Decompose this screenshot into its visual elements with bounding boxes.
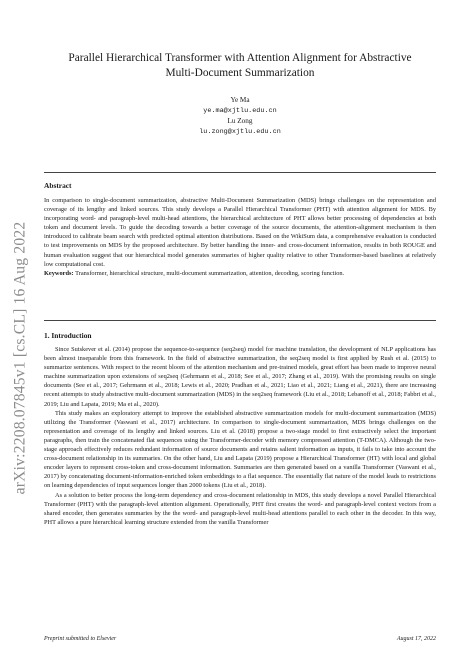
section-body [44, 345, 436, 527]
paragraph: This study makes an exploratory attempt to improve the established abstractive summarization models for multi-document summarization (MDS) utilizing the Transformer (Vaswani et al., 2017) architecture. In comparison to single-document summarization, MDS brings challenges on the representation and coverage of its lengthy and linked sources. Liu et al. (2018) propose a two-stage model to first extractively select the important paragraphs, then train the concatenated flat sequences using the Transformer-decoder with memory compressed attention (T-DMCA). Although the two-stage approach effectively reduces redundant information of source documents and retains salient information as inputs, it fails to take into account the cross-document relationship in its summaries. On the other hand, Liu and Lapata (2019) propose a Hierarchical Transformer (HT) with local and global encoder layers to represent cross-token and cross-document information. Summaries are then generated based on a vanilla Transformer (Vaswani et al., 2017) by concatenating document-information-enriched token embeddings to a flat sequence. The essentially flat nature of the model leads to restrictions on learning dependencies of input sequences longer than 2000 tokens (Liu et al., 2018). [44, 409, 436, 490]
paragraph: Since Sutskever et al. (2014) propose the sequence-to-sequence (seq2seq) model for machine translation, the development of NLP applications has been almost inseparable from this framework. In the field of abstractive summarization, the seq2seq model is first applied by Rush et al. (2015) to summarize sentences. With respect to the recent bloom of the attention mechanism and pre-trained models, great effort has been made to improve neural machine summarization upon extensions of seq2seq (Gehrmann et al., 2018; See et al., 2017; Zhang et al., 2019). With the promising results on single documents (See et al., 2017; Gehrmann et al., 2018; Lewis et al., 2020; Pradhan et al., 2021; Liao et al., 2021; Liang et al., 2021), there are increasing recent attempts to study abstractive multi-document summarization (MDS) in the seq2seq framework (Liu et al., 2018; Lebanoff et al., 2018; Fabbri et al., 2019; Liu and Lapata, 2019; Ma et al., 2020). [44, 346, 436, 408]
footer-preprint-note: Preprint submitted to Elsevier [44, 636, 117, 642]
section-heading: 1. Introduction [44, 331, 92, 340]
abstract-text: In comparison to single-document summarization, abstractive Multi-Document Summarization (MDS) brings challenges on the representation and coverage of its lengthy and linked sources. This study develops a Parallel Hierarchical Transformer (PHT) with attention alignment for MDS. By incorporating word- and paragraph-level multi-head attentions, the hierarchical architecture of PHT allows better processing of dependencies at both token and document levels. To guide the decoding towards a better coverage of the source documents, the attention-alignment mechanism is then introduced to calibrate beam search with predicted optimal attention distributions. Based on the WikiSum data, a comprehensive evaluation is conducted to test improvements on MDS by the proposed architecture. By better handling the inner- and cross-document information, results in both ROUGE and human evaluation suggest that our hierarchical model generates summaries of higher quality relative to other Transformer-based baselines at relatively low computational cost. [44, 197, 436, 268]
author-name: Ye Ma [230, 96, 250, 104]
title-line-2: Multi-Document Summarization [165, 67, 315, 79]
title-line-1: Parallel Hierarchical Transformer with Attention Alignment for Abstractive [68, 52, 412, 64]
keywords-label: Keywords: [44, 269, 74, 277]
paragraph: As a solution to better process the long-term dependency and cross-document relationship in MDS, this study develops a novel Parallel Hierarchical Transformer (PHT) with the paragraph-level attention alignment. Operationally, PHT first creates the word- and paragraph-level context vectors from a shared encoder, then generates summaries by the the word- and paragraph-level multi-head attentions parallel to each other in the decoder. In this way, PHT allows a pure hierarchical learning structure extended from the vanilla Transformer [44, 491, 436, 526]
footer-date: August 17, 2022 [396, 636, 436, 642]
author-name: Lu Zong [227, 117, 253, 126]
author-block [44, 95, 436, 137]
author-email: lu.zong@xjtlu.edu.cn [199, 127, 281, 136]
paper-title [44, 51, 436, 81]
author-email: ye.ma@xjtlu.edu.cn [203, 106, 277, 115]
arxiv-id-text: arXiv:2208.07845v1 [cs.CL] 16 Aug 2022 [11, 221, 29, 495]
keywords-text: Transformer, hierarchical structure, multi-document summarization, attention, decoding, scoring function. [75, 269, 345, 277]
abstract-body [44, 196, 436, 278]
abstract-heading: Abstract [44, 181, 72, 190]
abstract-bottom-rule [44, 320, 436, 321]
arxiv-identifier-stamp [3, 148, 37, 568]
abstract-top-rule [44, 172, 436, 173]
